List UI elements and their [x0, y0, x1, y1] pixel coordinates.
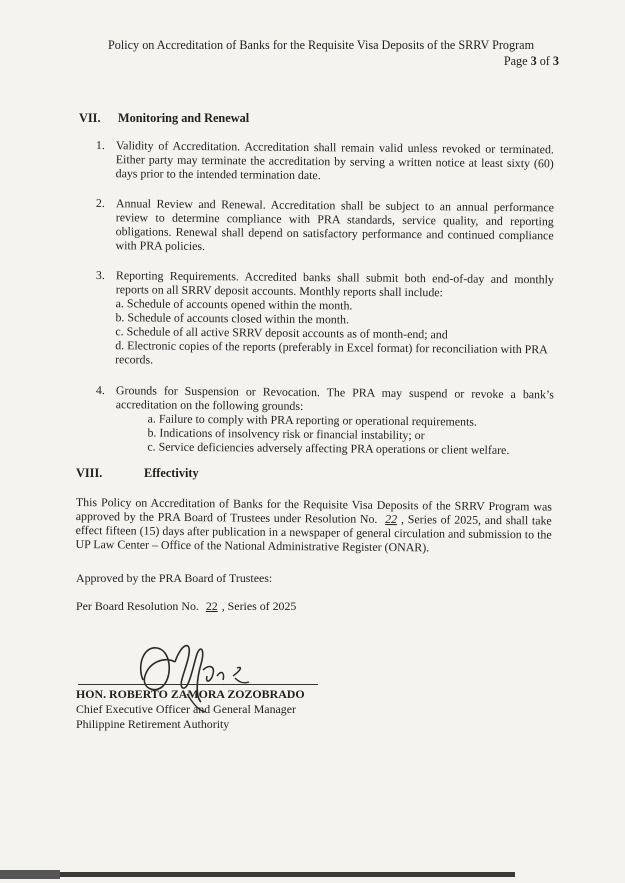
sub-item: d. Electronic copies of the reports (preferably in Excel format) for reconciliation with PRA records. — [115, 338, 548, 367]
signature-block — [76, 636, 336, 746]
sub-item: c. Schedule of all active SRRV deposit accounts as of month-end; and — [115, 324, 448, 342]
page-total: 3 — [552, 54, 559, 68]
scan-edge — [0, 870, 60, 879]
list-item — [95, 268, 554, 370]
board-resolution-label: Per Board Resolution No. — [76, 599, 202, 613]
signatory-name: HON. ROBERTO ZAMORA ZOZOBRADO — [76, 687, 305, 701]
item-text: Annual Review and Renewal. Accreditation shall be subject to an annual performance review to determine compliance with PRA standards, service quality, and reporting obligations. Renewal shall depend on satisfactory performance and continued compliance with PRA policies. — [115, 196, 554, 254]
item-number: 4. — [95, 383, 105, 398]
scan-edge — [0, 872, 515, 877]
page-indicator — [504, 54, 559, 69]
sub-item: a. Failure to comply with PRA reporting or operational requirements. — [147, 411, 477, 429]
page-number: 3 — [530, 54, 537, 68]
signatory-organization: Philippine Retirement Authority — [76, 717, 230, 731]
list-item — [95, 383, 554, 457]
board-resolution-line — [76, 599, 296, 614]
sub-item: b. Schedule of accounts closed within the month. — [115, 310, 350, 327]
paragraph-text: This Policy on Accreditation of Banks for the Requisite Visa Deposits of the SRRV Program was approved by the PRA Board of Trustees under Resolution No. — [75, 495, 552, 526]
list-item — [96, 138, 554, 184]
item-number: 3. — [95, 268, 105, 283]
page-of: of — [536, 54, 553, 68]
resolution-number: 22 — [385, 511, 398, 527]
sub-item: c. Service deficiencies adversely affecting PRA operations or client welfare. — [147, 439, 510, 457]
board-resolution-number: 22 — [205, 599, 218, 613]
sub-item: b. Indications of insolvency risk or financial instability; or — [147, 425, 425, 443]
page-prefix: Page — [503, 54, 531, 68]
list-item — [95, 196, 554, 256]
item-number: 2. — [95, 196, 105, 211]
section-title: Monitoring and Renewal — [118, 111, 250, 125]
approval-statement: Approved by the PRA Board of Trustees: — [76, 571, 273, 585]
item-text: Grounds for Suspension or Revocation. The PRA may suspend or revoke a bank’s accreditation on the following grounds: — [115, 383, 554, 413]
section-title: Effectivity — [144, 466, 199, 480]
signatory-role: Chief Executive Officer and General Manager — [76, 702, 296, 716]
paragraph-text: , Series of 2025, and shall take effect fifteen (15) days after publication in a newspaper of general circulation and submission to the UP Law Center – Office of the National Administrative Register (ONAR). — [75, 512, 552, 555]
section-number: VIII. — [76, 466, 103, 480]
section-heading-vii — [79, 111, 250, 126]
signature-line — [78, 684, 318, 685]
item-text: Reporting Requirements. Accredited banks shall submit both end-of-day and monthly reports on all SRRV deposit accounts. Monthly reports shall include: — [115, 268, 554, 300]
sub-item: a. Schedule of accounts opened within the month. — [115, 296, 353, 313]
item-text: Validity of Accreditation. Accreditation shall remain valid unless revoked or terminated. Either party may terminate the accreditation by serving a written notice at least sixty (60) days prior to the intended termination date. — [115, 138, 554, 183]
item-number: 1. — [95, 138, 105, 153]
header-title: Policy on Accreditation of Banks for the Requisite Visa Deposits of the SRRV Program — [108, 38, 535, 52]
section-heading-viii — [76, 466, 199, 481]
effectivity-paragraph — [75, 495, 552, 556]
section-number: VII. — [79, 111, 101, 125]
board-resolution-series: , Series of 2025 — [221, 599, 297, 613]
